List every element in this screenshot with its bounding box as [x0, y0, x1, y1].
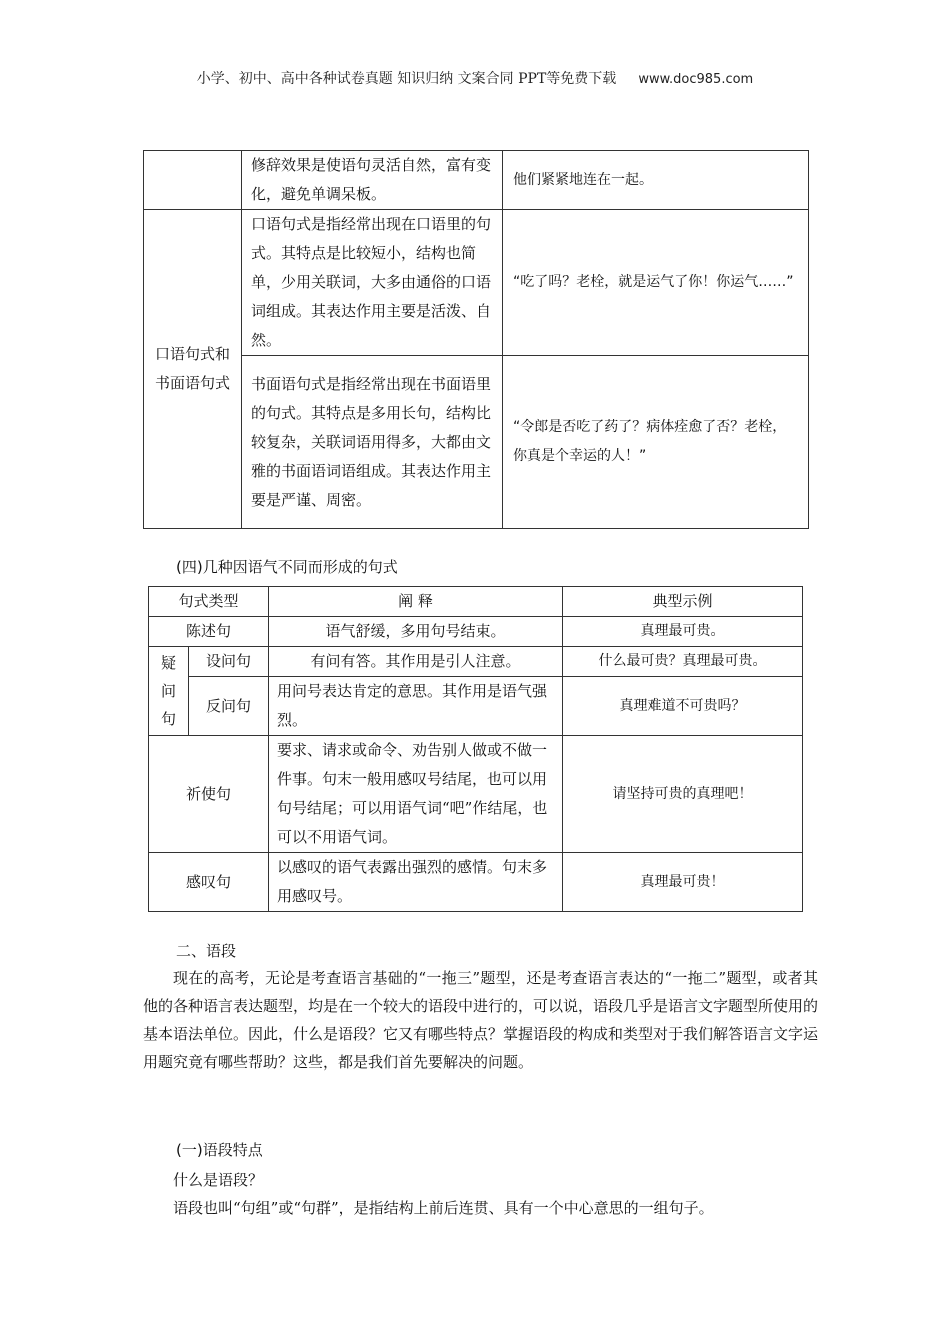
table2-gantan-type: 感叹句: [149, 853, 269, 912]
table2-shewen-desc: 有问有答。其作用是引人注意。: [269, 647, 563, 677]
table2-gantan-example: 真理最可贵！: [563, 853, 803, 912]
table2-fanwen-type: 反问句: [189, 677, 269, 736]
section2-heading: 二、语段: [176, 942, 237, 960]
header-text: 小学、初中、高中各种试卷真题 知识归纳 文案合同 PPT等免费下载: [196, 71, 617, 87]
table1-row2-desc: 书面语句式是指经常出现在书面语里的句式。其特点是多用长句，结构比较复杂，关联词语用得多，大都由文雅的书面语词语组成。其表达作用主要是严谨、周密。: [242, 356, 503, 529]
table2-header-example: 典型示例: [563, 587, 803, 617]
table2-gantan-desc: 以感叹的语气表露出强烈的感情。句末多用感叹号。: [269, 853, 563, 912]
table1-row2-example: “令郎是否吃了药了？病体痊愈了否？老栓，你真是个幸运的人！”: [503, 356, 809, 529]
table2-fanwen-example: 真理难道不可贵吗？: [563, 677, 803, 736]
table1-empty-cell: [144, 151, 242, 210]
page-header: [0, 68, 950, 88]
subsection1-title: (一)语段特点: [176, 1141, 263, 1159]
table2-qishi-desc: 要求、请求或命令、劝告别人做或不做一件事。句末一般用感叹号结尾，也可以用句号结尾；可以用语气词“吧”作结尾，也可以不用语气词。: [269, 736, 563, 853]
table2-chenshu-example: 真理最可贵。: [563, 617, 803, 647]
table2-fanwen-desc: 用问号表达肯定的意思。其作用是语气强烈。: [269, 677, 563, 736]
table2-header-desc: 阐 释: [269, 587, 563, 617]
mood-sentence-table: [148, 586, 803, 912]
table2-chenshu-desc: 语气舒缓，多用句号结束。: [269, 617, 563, 647]
table1-row0-desc: 修辞效果是使语句灵活自然，富有变化，避免单调呆板。: [242, 151, 503, 210]
table1-row1-example: “吃了吗？老栓，就是运气了你！你运气……”: [503, 210, 809, 356]
table2-shewen-type: 设问句: [189, 647, 269, 677]
table2-shewen-example: 什么最可贵？真理最可贵。: [563, 647, 803, 677]
table2-qishi-type: 祈使句: [149, 736, 269, 853]
table2-qishi-example: 请坚持可贵的真理吧！: [563, 736, 803, 853]
subsection1-definition: 语段也叫“句组”或“句群”，是指结构上前后连贯、具有一个中心意思的一组句子。: [173, 1199, 714, 1217]
table1-row1-desc: 口语句式是指经常出现在口语里的句式。其特点是比较短小，结构也简单，少用关联词，大多由通俗的口语词组成。其表达作用主要是活泼、自然。: [242, 210, 503, 356]
sentence-style-table: [143, 150, 809, 529]
subsection1-question: 什么是语段？: [173, 1171, 264, 1189]
table2-header-type: 句式类型: [149, 587, 269, 617]
header-url[interactable]: www.doc985.com: [638, 72, 754, 87]
table2-yiwen-label: 疑问句: [149, 647, 189, 736]
section4-title: (四)几种因语气不同而形成的句式: [176, 558, 398, 576]
table1-category: 口语句式和书面语句式: [144, 210, 242, 529]
table1-row0-example: 他们紧紧地连在一起。: [503, 151, 809, 210]
table2-chenshu-type: 陈述句: [149, 617, 269, 647]
section2-paragraph: 现在的高考，无论是考查语言基础的“一拖三”题型，还是考查语言表达的“一拖二”题型，或者其他的各种语言表达题型，均是在一个较大的语段中进行的，可以说，语段几乎是语言文字题型所使用的基本语法单位。因此，什么是语段？它又有哪些特点？掌握语段的构成和类型对于我们解答语言文字运用题究竟有哪些帮助？这些，都是我们首先要解决的问题。: [143, 969, 819, 1071]
